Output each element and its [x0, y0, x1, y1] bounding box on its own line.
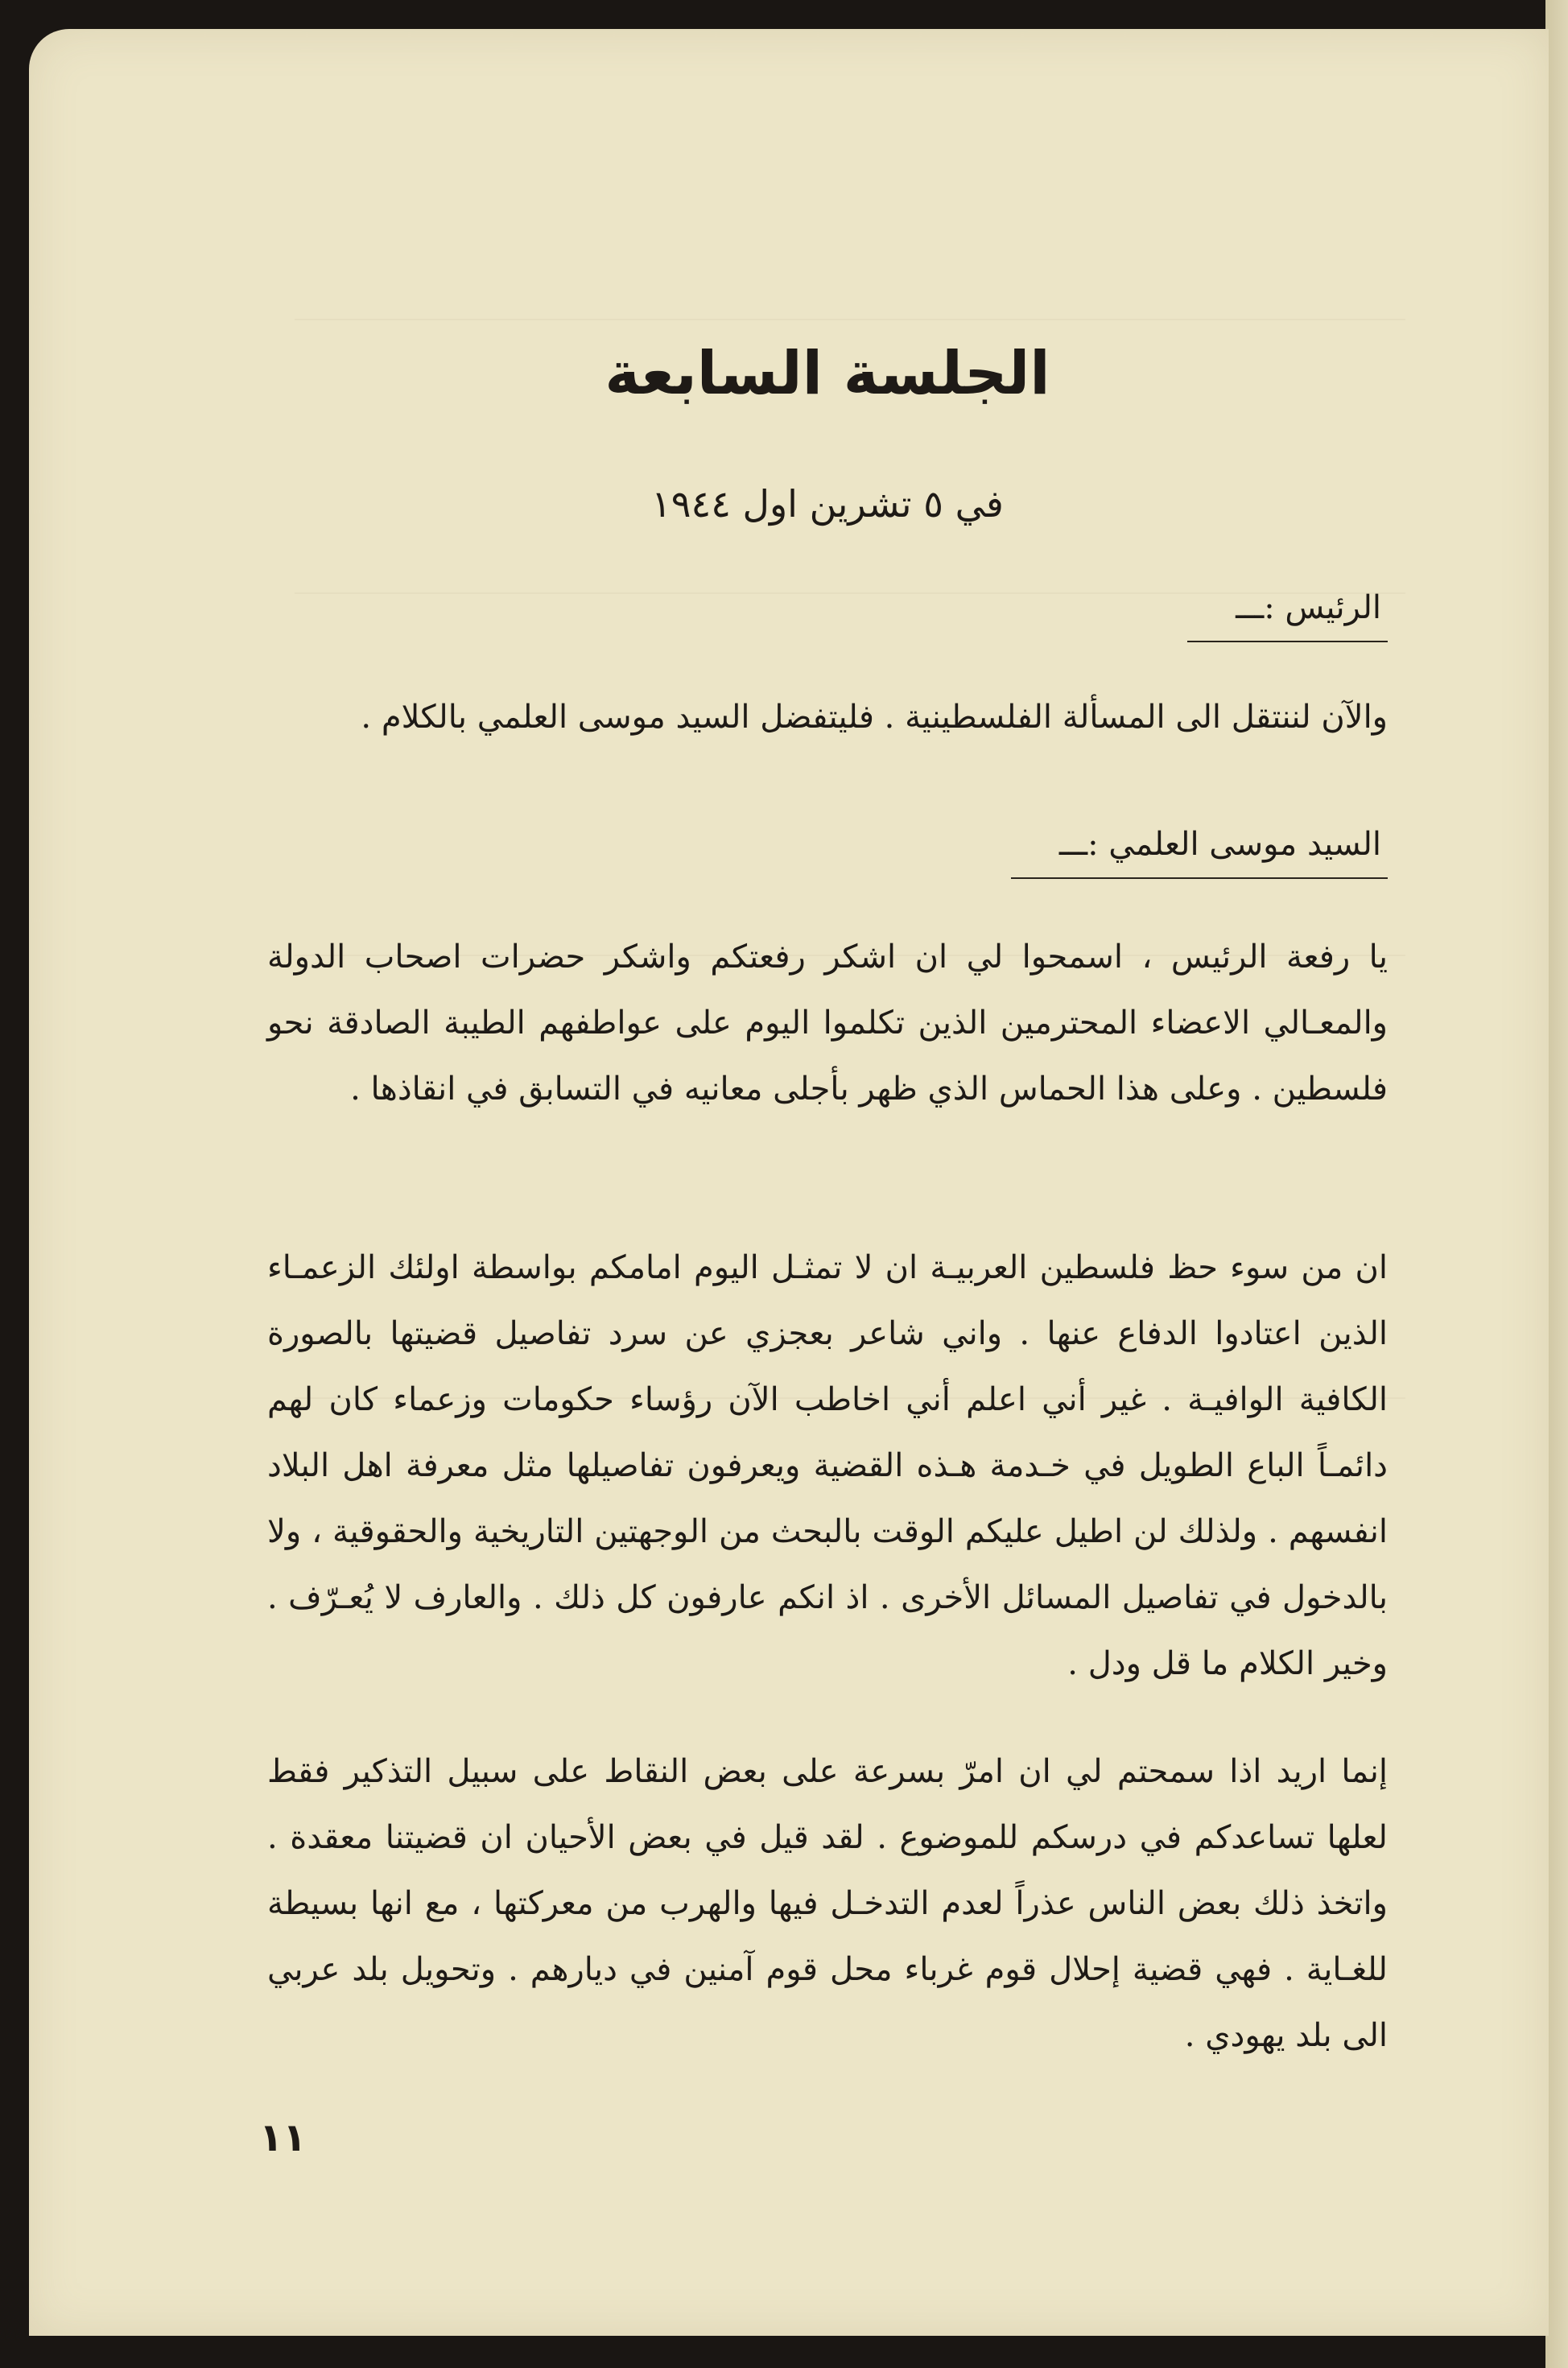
paragraph-3: إنما اريد اذا سمحتم لي ان امرّ بسرعة على بعض النقاط على سبيل التذكير فقط لعلها تساعدكم في درسكم للموضوع . لقد قيل في بعض الأحيان ان قضيتنا معقدة . واتخذ ذلك بعض الناس عذراً لعدم التدخـل فيها والهرب من معركتها ، مع انها بسيطة للغـاية . فهي قضية إحلال قوم غرباء محل قوم آمنين في ديارهم . وتحويل بلد عربي الى بلد يهودي .: [267, 1753, 1388, 2054]
paragraph-2: ان من سوء حظ فلسطين العربيـة ان لا تمثـل اليوم امامكم بواسطة اولئك الزعمـاء الذين اعتادوا الدفاع عنها . واني شاعر بعجزي عن سرد تفاصيل قضيتها بالصورة الكافية الوافيـة . غير أني اعلم أني اخاطب الآن رؤساء حكومات وزعماء كان لهم دائمـاً الباع الطويل في خـدمة هـذه القضية ويعرفون تفاصيلها مثل معرفة اهل البلاد انفسهم . ولذلك لن اطيل عليكم الوقت بالبحث من الوجهتين التاريخية والحقوقية ، ولا بالدخول في تفاصيل المسائل الأخرى . اذ انكم عارفون كل ذلك . والعارف لا يُعـرّف . وخير الكلام ما قل ودل .: [267, 1249, 1388, 1682]
paragraph-chairman: والآن لننتقل الى المسألة الفلسطينية . فليتفضل السيد موسى العلمي بالكلام .: [361, 699, 1388, 736]
speaker-label-chairman: الرئيس :ـــ: [1187, 580, 1388, 642]
next-page-edge: [1545, 0, 1568, 2368]
document-page: [29, 29, 1549, 2336]
session-title: الجلسة السابعة: [605, 339, 1050, 408]
page-number: ١١: [259, 2115, 307, 2160]
speaker-label-musa-alami: السيد موسى العلمي :ـــ: [1011, 816, 1388, 879]
paragraph-1: يا رفعة الرئيس ، اسمحوا لي ان اشكر رفعتكم واشكر حضرات اصحاب الدولة والمعـالي الاعضاء المحترمين الذين تكلموا اليوم على عواطفهم الطيبة الصادقة نحو فلسطين . وعلى هذا الحماس الذي ظهر بأجلى معانيه في التسابق في انقاذها .: [267, 939, 1388, 1108]
session-date: في ٥ تشرين اول ١٩٤٤: [651, 482, 1004, 526]
show-through-line: [295, 319, 1405, 320]
